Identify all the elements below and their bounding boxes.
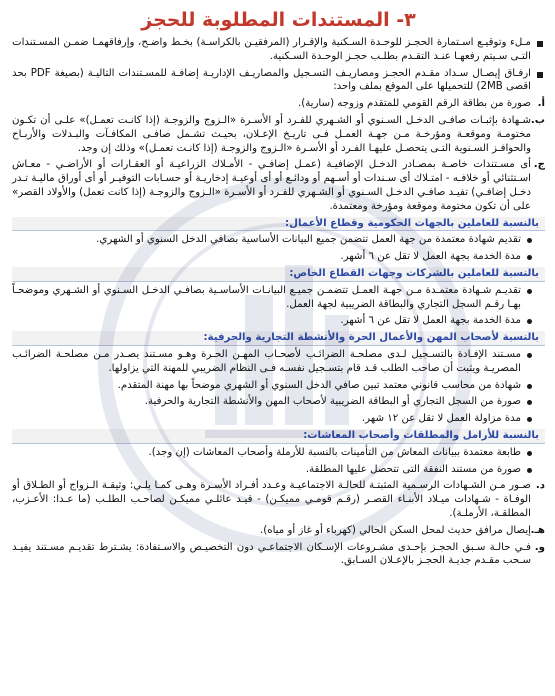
list-item: تقديـم شـهادة معتمـدة مـن جهـة العمـل تتضمـن جميـع البيانـات الأساسـية بصافـي الدخـل السـنوي أو الشـهري وموضحـاً بهـا رقـم السجل التجاري والبطاقة الضريبية لجهة العمل. — [12, 284, 545, 312]
item-text: صـور مـن الشـهادات الرسـمية المثبتـة للحالـة الاجتماعيـة وعـدد أفـراد الأسـرة وهـى كمـا يلـي: وثيقـة الـزواج أو الطـلاق أو الوفـاة - شـهادات ميـلاد الأبنـاء القصـر (رقـم قومـي مميكـن) - قيـد عائلـي مميكـن لصاحـب الطلـب (ما عـدا: الأعـزب، المطلقـة، الأرملـة). — [12, 480, 531, 519]
list-item — [12, 479, 545, 520]
list-item: مدة الخدمة بجهة العمل لا تقل عن ٦ أشهر. — [12, 314, 545, 328]
list-item: مـلء وتوقيـع اسـتمارة الحجـز للوحـدة السـكنية والإقـرار (المرفقيـن بالكراسـة) بخـط واضـح، وإرفاقهمـا ضمـن المسـتندات التـى سـيتم رفعهـا عنـد التقـدم بطلـب حجـز الوحـدة السـكنية. — [12, 36, 545, 64]
item-marker: و. — [534, 541, 545, 553]
item-marker: ج. — [533, 159, 545, 171]
item-marker: هـ. — [530, 524, 545, 536]
list-item: طابعة معتمدة ببيانات المعاش من التأمينات بالنسبة للأرملة وأصحاب المعاشات (إن وجد). — [12, 446, 545, 460]
item-text: صورة من بطاقة الرقم القومي للمتقدم وزوجه (سارية). — [298, 98, 531, 110]
item-marker: أ. — [537, 98, 545, 110]
list-item: تقديم شهادة معتمدة من جهة العمل تتضمن جميع البيانات الأساسية بصافي الدخل السنوي أو الشهري. — [12, 233, 545, 247]
section-heading: بالنسبة لأصحاب المهن والأعمال الحرة والأنشطة التجارية والحرفية: — [12, 331, 545, 346]
item-marker: ب. — [530, 114, 545, 126]
item-text: إيصال مرافق حديث لمحل السكن الحالي (كهرباء أو غاز أو مياه). — [260, 524, 531, 536]
item-text: فـي حالـة سـبق الحجـز بإحـدى مشـروعات الإسـكان الاجتماعـي دون التخصيـص والاسـتفادة: يشـترط تقديـم مسـتند يفيـد سـحب مقـدم جديـة الحجـز بالإعـلان السـابق. — [12, 541, 531, 567]
list-item: صورة من مستند النفقة التى تتحصل عليها المطلقة. — [12, 463, 545, 477]
list-item — [12, 541, 545, 569]
list-item: صورة من السجل التجاري أو البطاقة الضريبية لأصحاب المهن والأنشطة التجارية والحرفية. — [12, 395, 545, 409]
section-heading: بالنسبة للعاملين بالشركات وجهات القطاع الخاص: — [12, 267, 545, 282]
list-item: ارفـاق إيصـال سـداد مقـدم الحجـز ومصاريـف التسـجيل والمصاريـف الإداريـة إضافـة للمسـتندات التاليـة (بصيغة PDF بحد اقصى 2MB) للتحميلها على الموقع بملف واحد: — [12, 67, 545, 95]
list-item: مدة مزاولة العمل لا تقل عن ١٢ شهر. — [12, 412, 545, 426]
item-marker: د. — [535, 480, 545, 492]
list-item — [12, 524, 545, 538]
list-item: مدة الخدمة بجهة العمل لا تقل عن ٦ أشهر. — [12, 250, 545, 264]
list-item — [12, 114, 545, 155]
item-text: شـهادة بإثبـات صافـى الدخـل السـنوي أو الشـهري للفـرد أو الأسـرة «الـزوج والزوجـة (إذا كانـت تعمـل)» علـى أن تكـون مختومـة وموقعـة ومؤرخـة مـن جهـة العمـل فـى تاريـخ الإعـلان، بحيـث تشـمل صافـى المكافـآت والبـدلات والأربـاح والحوافـز السـنوية التـى يتحصـل عليهـا الفـرد أو الأسـرة «الـزوج والزوجـة (إذا كانـت تعمـل)» وذلك إن وجد. — [12, 114, 531, 154]
list-item — [12, 158, 545, 213]
list-item: شهادة من محاسب قانوني معتمد تبين صافي الدخل السنوي أو الشهري موضحاً بها مهنة المتقدم. — [12, 379, 545, 393]
section-heading: بالنسبة للعاملين بالجهات الحكومية وقطاع الأعمال: — [12, 217, 545, 232]
list-item: مسـتند الإفـادة بالتسـجيل لـدى مصلحـة الضرائـب لأصحـاب المهـن الحـرة وهـو مسـتند يصـدر مـن مصلحـة الضرائـب المصريـة ويثبت أن صاحب الطلب قـد قام بتسـجيل نفسـه فـى النظام الضريبي للمهنة التي يزاولها. — [12, 348, 545, 376]
page-title: ٣- المستندات المطلوبة للحجز — [141, 9, 416, 31]
section-heading: بالنسبة للأرامل والمطلقات وأصحاب المعاشات: — [12, 429, 545, 444]
list-item — [12, 97, 545, 111]
item-text: أى مسـتندات خاصـة بمصـادر الدخـل الإضافيـة (عمـل إضافـي - الأمـلاك الزراعيـة أو العقـارات أو الأراضـي - معـاش اسـتثنائي أو خلافـه - امتـلاك أى سـندات أو أسـهم أو ودائـع أو أى أوعيـة إدخاريـة أو حسـابات التوفيـر أو أى أوراق ماليـة تـدر دخـل إضافـي) تفيـد صافـي الدخـل السـنوي أو الشـهري للفـرد أو الأسـرة «الـزوج والزوجـة (إذا كانت تعمل) والأولاد القصر» على أن تكون مختومة وموقعة ومؤرخة ومعتمدة. — [12, 159, 531, 212]
